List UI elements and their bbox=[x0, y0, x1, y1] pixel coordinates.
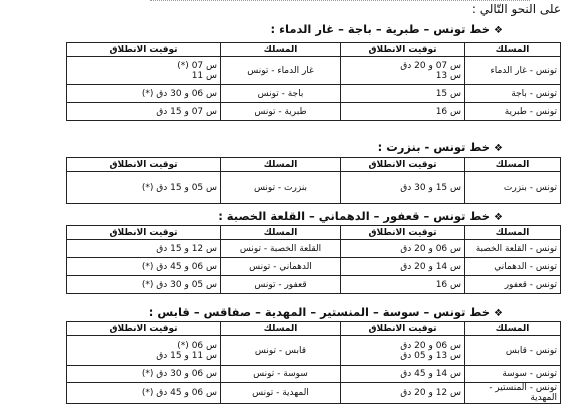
departure-back: س 06 و 45 دق (*) bbox=[67, 383, 221, 404]
header-path: المسلك bbox=[465, 322, 561, 336]
header-path: المسلك bbox=[465, 158, 561, 172]
bullet-icon: ❖ bbox=[494, 212, 503, 223]
schedule-table-4 bbox=[66, 321, 561, 404]
departure-out: س 14 و 45 دق bbox=[341, 366, 465, 383]
path-back: غار الدماء - تونس bbox=[221, 57, 341, 85]
section-title-1: ❖خط تونس – طبرية – باجة – غار الدماء : bbox=[270, 22, 503, 36]
departure-back: س 05 و 30 دق (*) bbox=[67, 276, 221, 294]
section-title-3: ❖خط تونس – قعفور – الدهماني – القلعة الخصبة : bbox=[218, 209, 503, 223]
header-departure: توقيت الانطلاق bbox=[341, 43, 465, 57]
departure-out: س 16 bbox=[341, 103, 465, 121]
path-back: الدهماني - تونس bbox=[221, 258, 341, 276]
header-path: المسلك bbox=[221, 322, 341, 336]
header-departure: توقيت الانطلاق bbox=[67, 226, 221, 240]
header-path: المسلك bbox=[465, 43, 561, 57]
path-back: طبرية - تونس bbox=[221, 103, 341, 121]
header-departure: توقيت الانطلاق bbox=[341, 322, 465, 336]
departure-out: س 14 و 20 دق bbox=[341, 258, 465, 276]
path-out: تونس - قعفور bbox=[465, 276, 561, 294]
path-back: قعفور - تونس bbox=[221, 276, 341, 294]
path-back: بنزرت - تونس bbox=[221, 172, 341, 204]
header-path: المسلك bbox=[221, 158, 341, 172]
departure-back: س 06 و 45 دق (*) bbox=[67, 258, 221, 276]
schedule-table-2 bbox=[66, 157, 561, 204]
path-out: تونس - بنزرت bbox=[465, 172, 561, 204]
path-out: تونس - المنستير - المهدية bbox=[465, 383, 561, 404]
departure-back: س 07 (*) س 11 bbox=[67, 57, 221, 85]
path-out: تونس - طبرية bbox=[465, 103, 561, 121]
intro-text: على النحو التّالي : bbox=[471, 2, 561, 16]
bullet-icon: ❖ bbox=[494, 308, 503, 319]
header-departure: توقيت الانطلاق bbox=[341, 226, 465, 240]
path-out: تونس - سوسة bbox=[465, 366, 561, 383]
schedule-table-1 bbox=[66, 42, 561, 121]
departure-out: س 06 و 20 دق س 13 و 05 دق bbox=[341, 336, 465, 366]
departure-out: س 15 و 30 دق bbox=[341, 172, 465, 204]
header-path: المسلك bbox=[221, 43, 341, 57]
departure-out: س 16 bbox=[341, 276, 465, 294]
header-path: المسلك bbox=[465, 226, 561, 240]
bullet-icon: ❖ bbox=[494, 25, 503, 36]
bullet-icon: ❖ bbox=[494, 143, 503, 154]
path-back: القلعة الخصبة - تونس bbox=[221, 240, 341, 258]
path-back: قابس - تونس bbox=[221, 336, 341, 366]
departure-out: س 07 و 20 دق س 13 bbox=[341, 57, 465, 85]
schedule-table-3 bbox=[66, 225, 561, 294]
header-path: المسلك bbox=[221, 226, 341, 240]
departure-back: س 06 و 30 دق (*) bbox=[67, 85, 221, 103]
departure-back: س 05 و 15 دق (*) bbox=[67, 172, 221, 204]
path-out: تونس - القلعة الخصبة bbox=[465, 240, 561, 258]
departure-back: س 06 و 30 دق (*) bbox=[67, 366, 221, 383]
departure-back: س 06 (*) س 11 و 15 دق bbox=[67, 336, 221, 366]
departure-out: س 06 و 20 دق bbox=[341, 240, 465, 258]
path-back: المهدية - تونس bbox=[221, 383, 341, 404]
path-out: تونس - الدهماني bbox=[465, 258, 561, 276]
path-back: سوسة - تونس bbox=[221, 366, 341, 383]
header-departure: توقيت الانطلاق bbox=[67, 158, 221, 172]
departure-out: س 15 bbox=[341, 85, 465, 103]
section-title-2: ❖خط تونس - بنزرت : bbox=[377, 140, 503, 154]
departure-back: س 07 و 15 دق bbox=[67, 103, 221, 121]
path-back: باجة - تونس bbox=[221, 85, 341, 103]
header-departure: توقيت الانطلاق bbox=[341, 158, 465, 172]
path-out: تونس - غار الدماء bbox=[465, 57, 561, 85]
departure-back: س 12 و 15 دق bbox=[67, 240, 221, 258]
header-departure: توقيت الانطلاق bbox=[67, 43, 221, 57]
path-out: تونس - باجة bbox=[465, 85, 561, 103]
departure-out: س 12 و 20 دق bbox=[341, 383, 465, 404]
section-title-4: ❖خط تونس – سوسة – المنستير – المهدية – صفاقس – قابس : bbox=[148, 305, 503, 319]
header-departure: توقيت الانطلاق bbox=[67, 322, 221, 336]
path-out: تونس - قابس bbox=[465, 336, 561, 366]
